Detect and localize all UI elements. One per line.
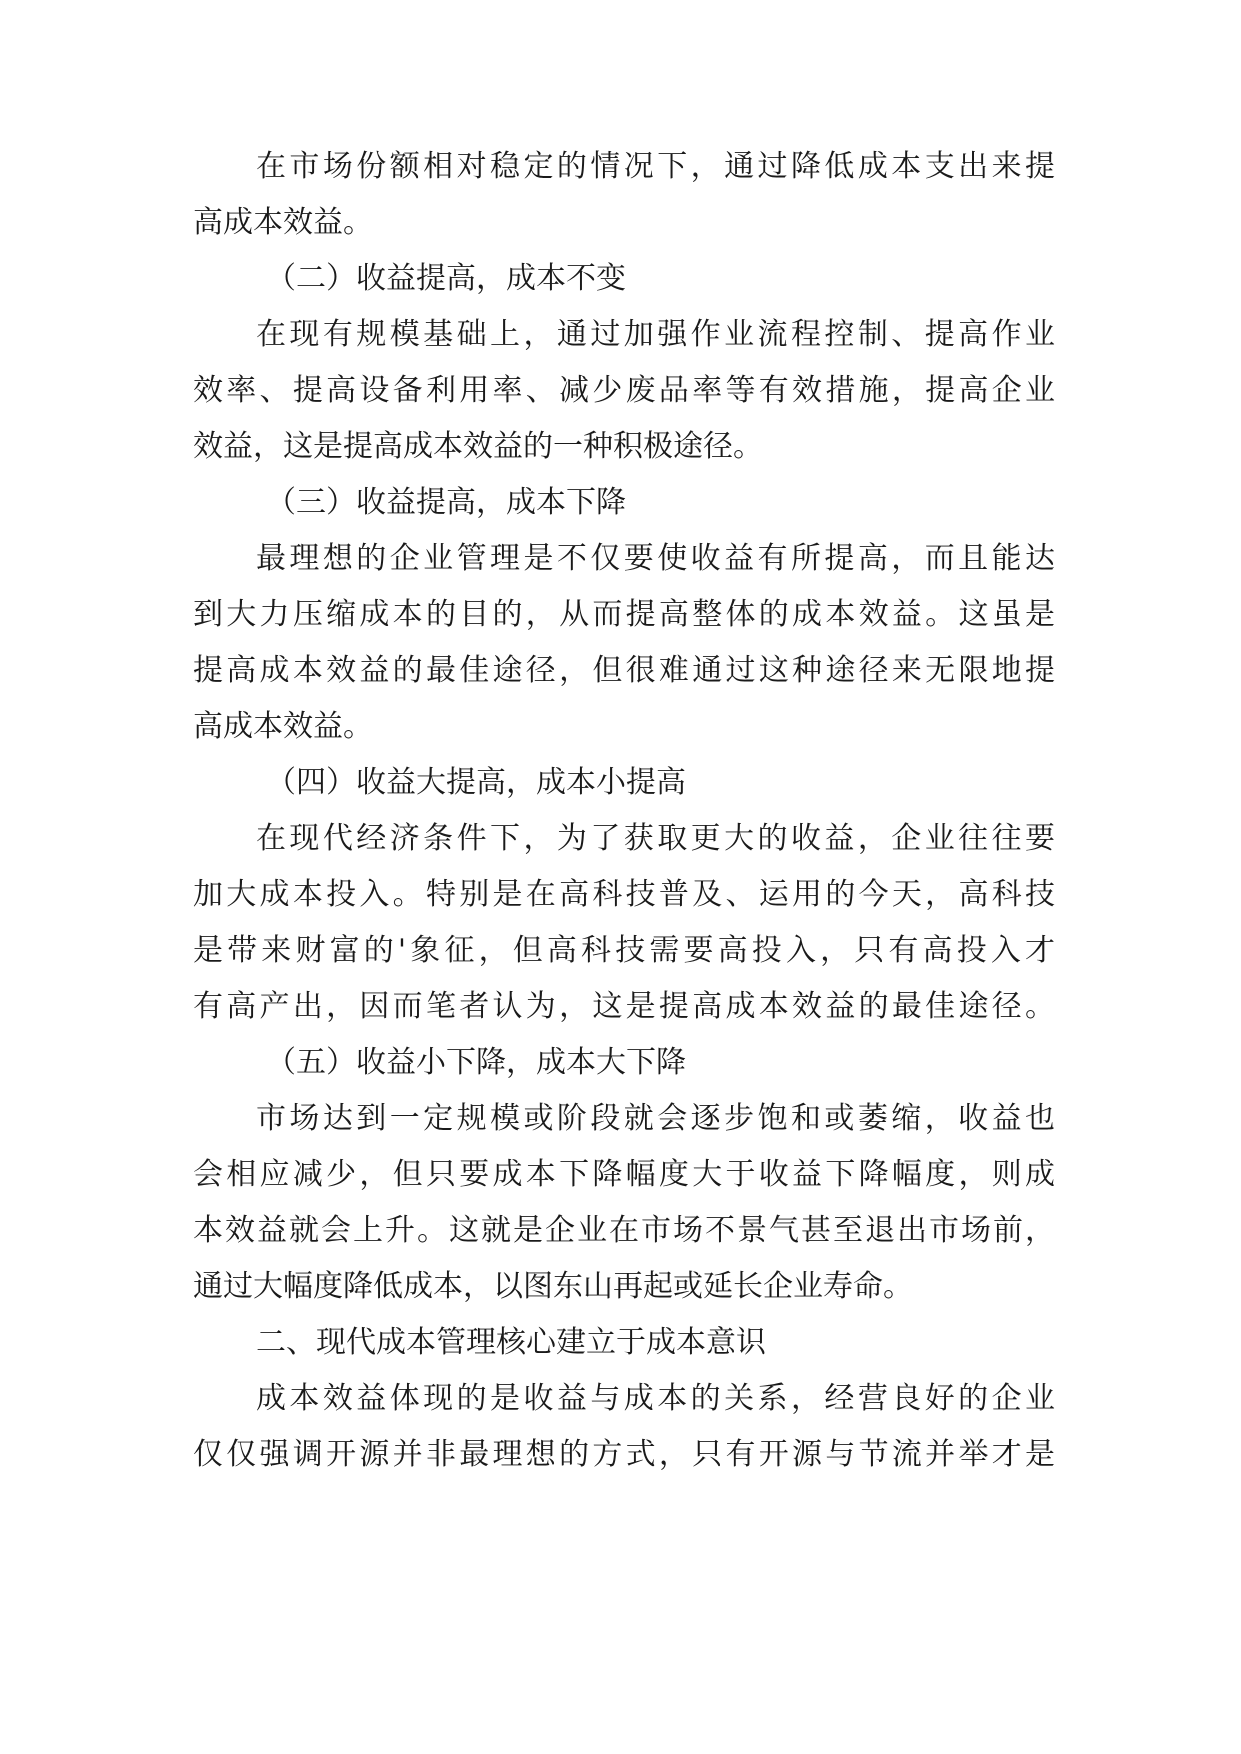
paragraph-line: 到大力压缩成本的目的，从而提高整体的成本效益。这虽是 <box>193 597 1055 632</box>
paragraph-line: 加大成本投入。特别是在高科技普及、运用的今天，高科技 <box>193 877 1055 912</box>
paragraph-line: 市场达到一定规模或阶段就会逐步饱和或萎缩，收益也 <box>256 1101 1055 1136</box>
section-heading: （三）收益提高，成本下降 <box>266 485 626 520</box>
paragraph-line: 效率、提高设备利用率、减少废品率等有效措施，提高企业 <box>193 373 1055 408</box>
section-heading: （二）收益提高，成本不变 <box>266 261 626 296</box>
section-heading: 二、现代成本管理核心建立于成本意识 <box>256 1325 766 1360</box>
section-heading: （五）收益小下降，成本大下降 <box>266 1045 686 1080</box>
paragraph-line: 仅仅强调开源并非最理想的方式，只有开源与节流并举才是 <box>193 1437 1055 1472</box>
paragraph-line: 高成本效益。 <box>193 205 373 240</box>
paragraph-line: 在市场份额相对稳定的情况下，通过降低成本支出来提 <box>256 149 1055 184</box>
paragraph-line: 提高成本效益的最佳途径，但很难通过这种途径来无限地提 <box>193 653 1055 688</box>
paragraph-line: 成本效益体现的是收益与成本的关系，经营良好的企业 <box>256 1381 1055 1416</box>
paragraph-line: 有高产出，因而笔者认为，这是提高成本效益的最佳途径。 <box>193 989 1055 1024</box>
paragraph-line: 在现有规模基础上，通过加强作业流程控制、提高作业 <box>256 317 1055 352</box>
paragraph-line: 最理想的企业管理是不仅要使收益有所提高，而且能达 <box>256 541 1055 576</box>
paragraph-line: 通过大幅度降低成本，以图东山再起或延长企业寿命。 <box>193 1269 913 1304</box>
paragraph-line: 会相应减少，但只要成本下降幅度大于收益下降幅度，则成 <box>193 1157 1055 1192</box>
paragraph-line: 在现代经济条件下，为了获取更大的收益，企业往往要 <box>256 821 1055 856</box>
paragraph-line: 本效益就会上升。这就是企业在市场不景气甚至退出市场前， <box>193 1213 1055 1248</box>
paragraph-line: 效益，这是提高成本效益的一种积极途径。 <box>193 429 763 464</box>
section-heading: （四）收益大提高，成本小提高 <box>266 765 686 800</box>
paragraph-line: 高成本效益。 <box>193 709 373 744</box>
paragraph-line: 是带来财富的'象征，但高科技需要高投入，只有高投入才 <box>193 933 1055 968</box>
